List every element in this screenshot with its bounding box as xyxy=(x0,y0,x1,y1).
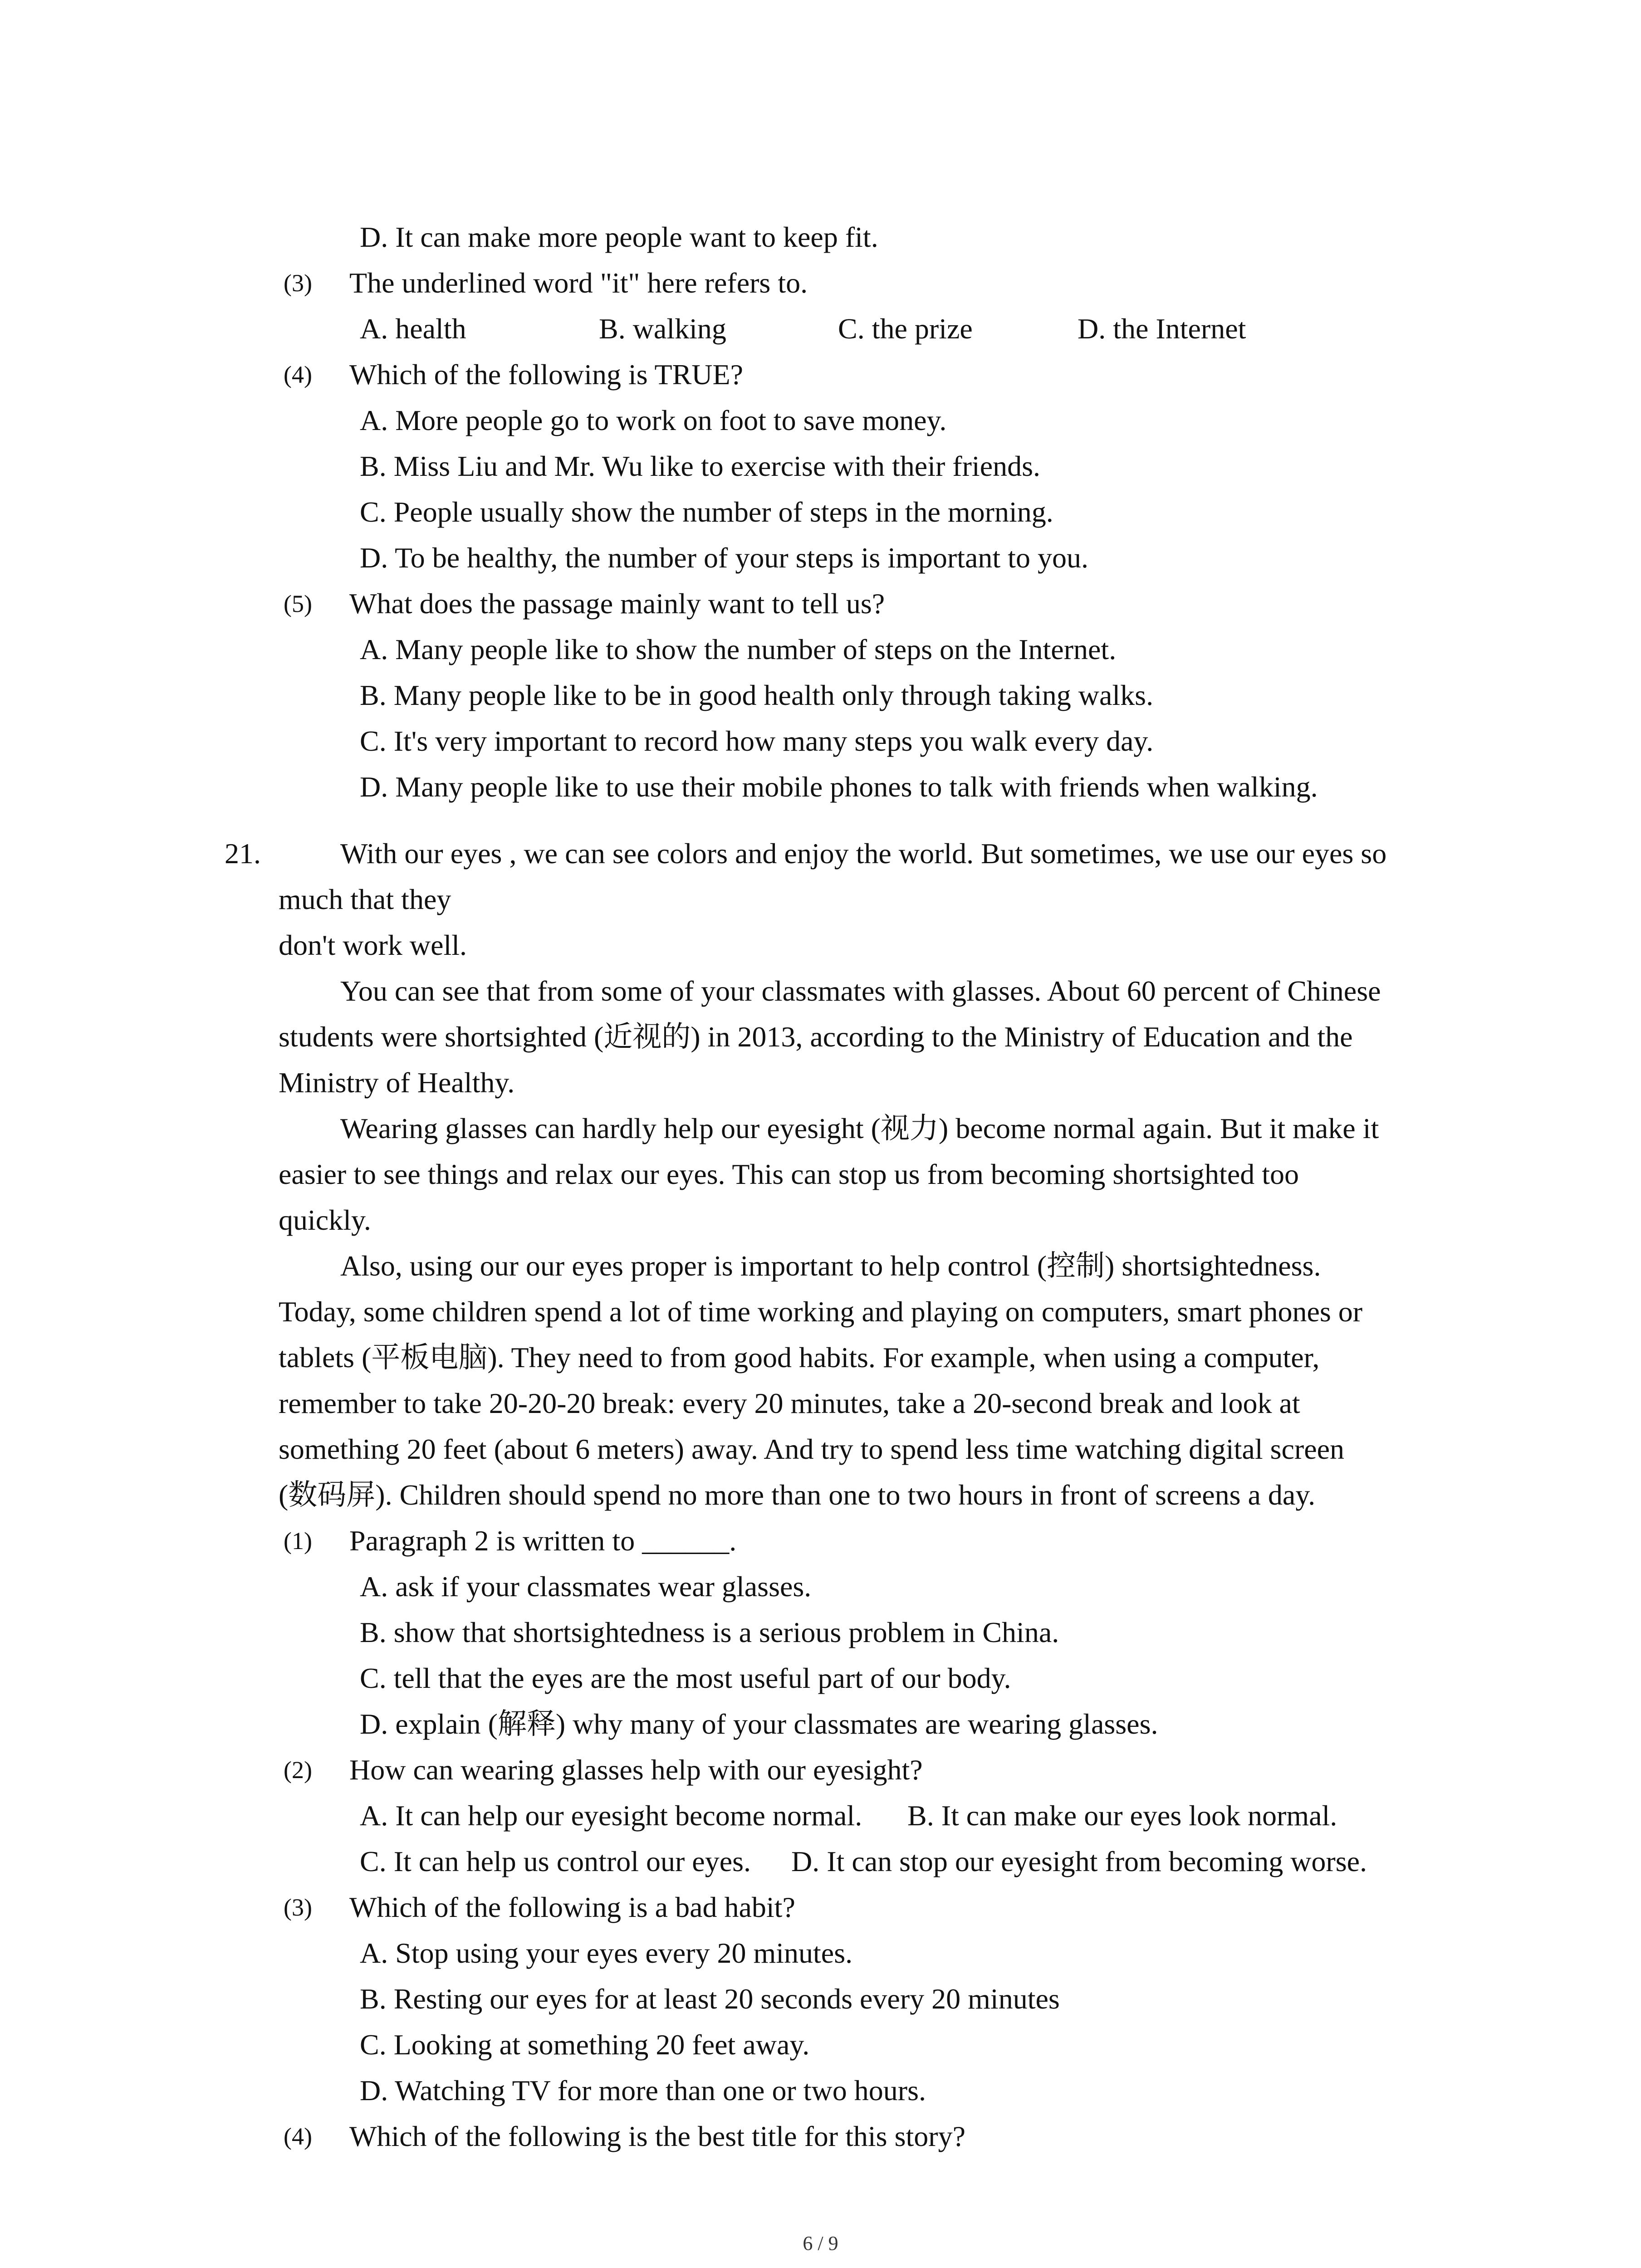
q4-option-b: B. Miss Liu and Mr. Wu like to exercise with their friends. xyxy=(360,450,1040,482)
passage21-line: much that they xyxy=(279,883,451,915)
passage21-line: You can see that from some of your classmates with glasses. About 60 percent of Chinese xyxy=(340,975,1381,1007)
passage21-line: students were shortsighted (近视的) in 2013, according to the Ministry of Education and the xyxy=(279,1021,1353,1053)
p21-q2-option-c: C. It can help us control our eyes. xyxy=(360,1845,751,1877)
p21-q1-option-c: C. tell that the eyes are the most useful part of our body. xyxy=(360,1662,1011,1694)
q5-option-c: C. It's very important to record how many steps you walk every day. xyxy=(360,725,1154,757)
q4-option-a: A. More people go to work on foot to save money. xyxy=(360,404,947,436)
p21-q4-number: (4) xyxy=(284,2123,312,2150)
passage21-line: easier to see things and relax our eyes. This can stop us from becoming shortsighted too xyxy=(279,1158,1299,1190)
p21-q2-option-d: D. It can stop our eyesight from becoming worse. xyxy=(791,1845,1367,1877)
p21-q4-stem: Which of the following is the best title for this story? xyxy=(349,2120,965,2152)
p21-q1-stem: Paragraph 2 is written to ______. xyxy=(349,1525,737,1557)
p21-q1-option-b: B. show that shortsightedness is a serious problem in China. xyxy=(360,1616,1059,1648)
q5-option-b: B. Many people like to be in good health only through taking walks. xyxy=(360,679,1154,711)
p21-q3-option-c: C. Looking at something 20 feet away. xyxy=(360,2028,810,2061)
q4-option-c: C. People usually show the number of steps in the morning. xyxy=(360,496,1053,528)
passage21-line: With our eyes , we can see colors and enjoy the world. But sometimes, we use our eyes so xyxy=(340,837,1387,870)
q3-option-a: A. health xyxy=(360,313,466,345)
passage21-line: Ministry of Healthy. xyxy=(279,1066,515,1099)
p21-q3-stem: Which of the following is a bad habit? xyxy=(349,1891,795,1923)
passage21-line: Also, using our our eyes proper is important to help control (控制) shortsightedness. xyxy=(340,1250,1321,1282)
q3-number: (3) xyxy=(284,269,312,297)
p21-q2-number: (2) xyxy=(284,1756,312,1784)
passage21-line: Today, some children spend a lot of time working and playing on computers, smart phones or xyxy=(279,1295,1363,1328)
q3-option-c: C. the prize xyxy=(838,313,973,345)
q3-option-b: B. walking xyxy=(599,313,726,345)
p21-q3-option-b: B. Resting our eyes for at least 20 seconds every 20 minutes xyxy=(360,1983,1060,2015)
q5-stem: What does the passage mainly want to tell us? xyxy=(349,587,885,620)
passage21-line: tablets (平板电脑). They need to from good habits. For example, when using a computer, xyxy=(279,1341,1320,1374)
q4-option-d: D. To be healthy, the number of your steps is important to you. xyxy=(360,542,1088,574)
q5-option-a: A. Many people like to show the number of steps on the Internet. xyxy=(360,633,1117,665)
q3-option-d: D. the Internet xyxy=(1078,313,1246,345)
passage21-line: remember to take 20-20-20 break: every 20 minutes, take a 20-second break and look at xyxy=(279,1387,1300,1419)
passage21-line: something 20 feet (about 6 meters) away. And try to spend less time watching digital screen xyxy=(279,1433,1345,1465)
p21-q3-number: (3) xyxy=(284,1894,312,1921)
q4-number: (4) xyxy=(284,361,312,388)
p21-q3-option-a: A. Stop using your eyes every 20 minutes. xyxy=(360,1937,853,1969)
q4-stem: Which of the following is TRUE? xyxy=(349,358,743,391)
passage21-line: don't work well. xyxy=(279,929,467,961)
p21-q3-option-d: D. Watching TV for more than one or two hours. xyxy=(360,2074,926,2107)
page-number: 6 / 9 xyxy=(803,2232,838,2254)
p21-q1-number: (1) xyxy=(284,1527,312,1554)
p21-q2-stem: How can wearing glasses help with our eyesight? xyxy=(349,1754,923,1786)
p21-q2-option-a: A. It can help our eyesight become normal. xyxy=(360,1799,862,1832)
p21-q1-option-a: A. ask if your classmates wear glasses. xyxy=(360,1570,812,1603)
q5-number: (5) xyxy=(284,590,312,617)
p21-q1-option-d: D. explain (解释) why many of your classmates are wearing glasses. xyxy=(360,1708,1158,1740)
q5-option-d: D. Many people like to use their mobile phones to talk with friends when walking. xyxy=(360,771,1318,803)
q2-option-d: D. It can make more people want to keep fit. xyxy=(360,221,878,253)
passage21-line: quickly. xyxy=(279,1204,371,1236)
q3-stem: The underlined word "it" here refers to. xyxy=(349,267,808,299)
passage21-line: Wearing glasses can hardly help our eyesight (视力) become normal again. But it make it xyxy=(340,1112,1379,1144)
p21-q2-option-b: B. It can make our eyes look normal. xyxy=(907,1799,1337,1832)
passage21-line: (数码屏). Children should spend no more than one to two hours in front of screens a day. xyxy=(279,1479,1316,1511)
passage21-number: 21. xyxy=(225,837,261,870)
